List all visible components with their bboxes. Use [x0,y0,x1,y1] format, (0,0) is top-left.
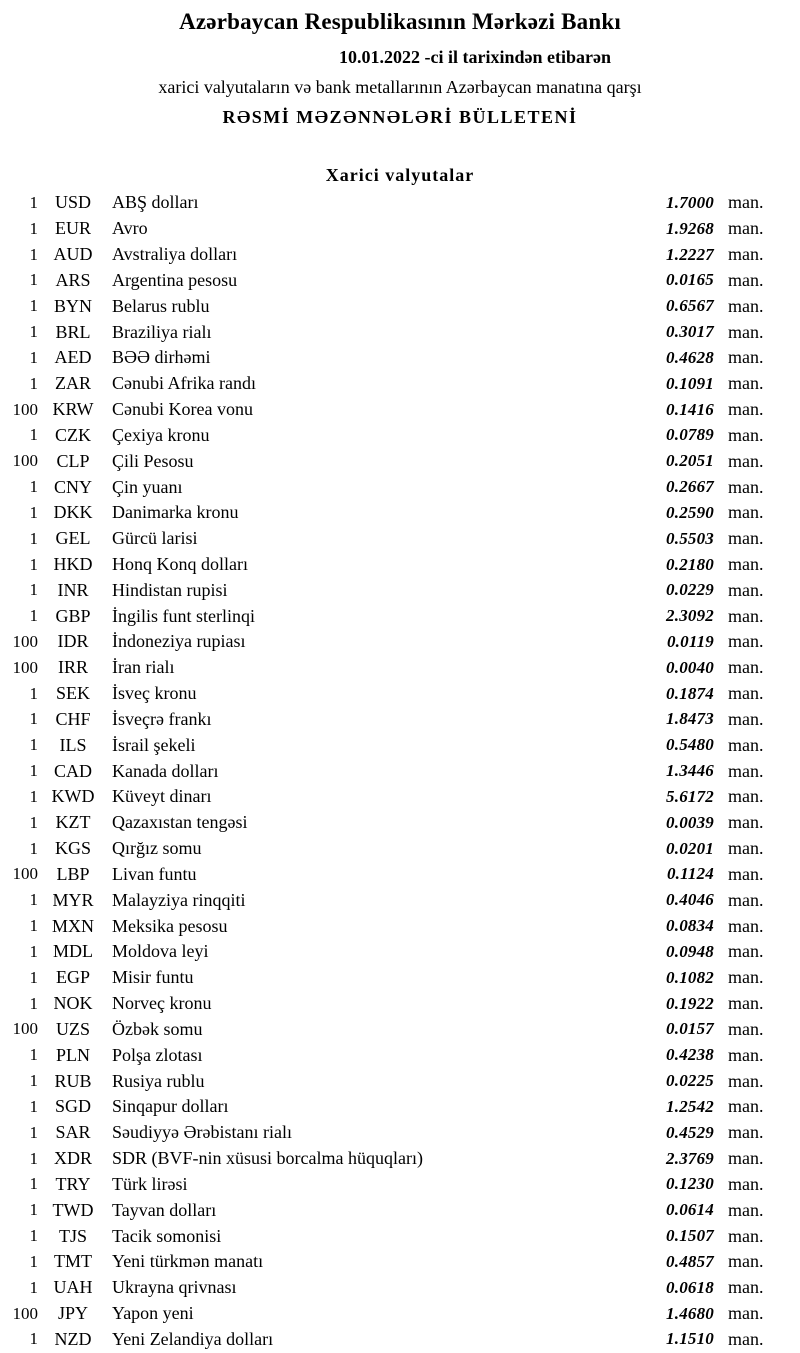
unit-cell: man. [728,1328,764,1349]
rate-row [0,784,800,810]
quantity-cell: 1 [29,812,38,832]
quantity-cell: 100 [12,657,38,677]
quantity-cell: 1 [29,270,38,290]
currency-name-cell: Moldova leyi [112,941,209,962]
quantity-cell: 1 [29,709,38,729]
quantity-cell: 1 [29,528,38,548]
currency-code-cell: TRY [55,1173,91,1194]
rate-row [0,1017,800,1043]
rate-row [0,397,800,423]
rate-value-cell: 0.4857 [666,1251,714,1271]
currency-name-cell: Ukrayna qrivnası [112,1277,237,1298]
quantity-cell: 1 [29,322,38,342]
rate-row [0,1146,800,1172]
currency-name-cell: Argentina pesosu [112,269,238,290]
currency-name-cell: Meksika pesosu [112,915,228,936]
rate-value-cell: 0.2667 [666,477,714,497]
rate-value-cell: 0.0948 [666,941,714,961]
currency-code-cell: NOK [53,993,93,1014]
section-title-foreign-currencies: Xarici valyutalar [325,165,475,185]
unit-cell: man. [728,993,764,1014]
unit-cell: man. [728,295,764,316]
currency-name-cell: Cənubi Afrika randı [112,373,256,394]
quantity-cell: 100 [12,1303,38,1323]
unit-cell: man. [728,192,764,213]
unit-cell: man. [728,399,764,420]
unit-cell: man. [728,1173,764,1194]
rate-row [0,810,800,836]
rate-value-cell: 2.3769 [666,1148,714,1168]
currency-name-cell: Qırğız somu [112,838,202,859]
quantity-cell: 100 [12,399,38,419]
currency-code-cell: CAD [53,760,92,781]
quantity-cell: 100 [12,864,38,884]
unit-cell: man. [728,1277,764,1298]
currency-code-cell: CZK [55,424,91,445]
currency-name-cell: Norveç kronu [112,993,212,1014]
currency-code-cell: NZD [54,1328,92,1349]
currency-name-cell: Braziliya rialı [112,321,212,342]
unit-cell: man. [728,244,764,265]
currency-code-cell: HKD [53,554,93,574]
unit-cell: man. [728,269,764,290]
currency-name-cell: Hindistan rupisi [112,579,228,600]
rate-value-cell: 1.4680 [666,1303,714,1323]
unit-cell: man. [728,502,764,523]
quantity-cell: 1 [29,347,38,367]
currency-name-cell: Yeni Zelandiya dolları [112,1328,274,1349]
quantity-cell: 1 [29,1148,38,1168]
currency-code-cell: CNY [53,476,92,497]
rate-row [0,629,800,655]
currency-name-cell: İsveç kronu [112,683,197,704]
rate-row [0,758,800,784]
currency-name-cell: İngilis funt sterlinqi [112,605,255,626]
rate-row [0,862,800,888]
currency-name-cell: Misir funtu [112,967,194,988]
unit-cell: man. [728,528,764,549]
unit-cell: man. [728,1122,764,1143]
currency-code-cell: MDL [53,941,93,962]
unit-cell: man. [728,1251,764,1272]
quantity-cell: 1 [29,993,38,1013]
unit-cell: man. [728,218,764,239]
rate-row [0,1042,800,1068]
currency-name-cell: Sinqapur dolları [112,1096,229,1117]
unit-cell: man. [728,1018,764,1039]
rate-value-cell: 1.8473 [666,709,714,729]
rate-value-cell: 0.0119 [666,631,714,651]
rate-value-cell: 0.1091 [666,373,714,393]
currency-name-cell: İndoneziya rupiası [112,631,246,652]
rate-row [0,216,800,242]
rate-value-cell: 2.3092 [666,606,714,626]
currency-code-cell: UAH [53,1277,93,1298]
unit-cell: man. [728,579,764,600]
unit-cell: man. [728,1225,764,1246]
unit-cell: man. [728,554,764,574]
quantity-cell: 1 [29,838,38,858]
unit-cell: man. [728,889,764,910]
unit-cell: man. [728,476,764,497]
currency-name-cell: Belarus rublu [112,295,210,316]
quantity-cell: 1 [29,580,38,600]
currency-name-cell: Səudiyyə Ərəbistanı rialı [112,1122,292,1143]
currency-code-cell: GEL [55,528,91,549]
currency-code-cell: USD [54,192,91,213]
unit-cell: man. [728,734,764,755]
rate-row [0,939,800,965]
quantity-cell: 1 [29,425,38,445]
currency-code-cell: INR [57,579,89,600]
bulletin-header [0,6,800,130]
rate-value-cell: 1.3446 [666,761,714,781]
rate-row [0,1120,800,1146]
quantity-cell: 1 [29,218,38,238]
unit-cell: man. [728,1199,764,1220]
currency-code-cell: AUD [53,244,93,265]
currency-name-cell: Gürcü larisi [112,528,198,549]
rate-row [0,991,800,1017]
rate-row [0,603,800,629]
quantity-cell: 1 [29,941,38,961]
quantity-cell: 1 [29,1226,38,1246]
unit-cell: man. [728,657,764,678]
currency-name-cell: Yapon yeni [112,1303,194,1324]
unit-cell: man. [728,1070,764,1091]
currency-code-cell: KWD [51,786,95,807]
rate-value-cell: 0.1507 [666,1226,714,1246]
quantity-cell: 1 [29,1251,38,1271]
rate-row [0,190,800,216]
currency-code-cell: XDR [53,1148,92,1169]
quantity-cell: 1 [29,916,38,936]
rate-value-cell: 0.0789 [666,425,714,445]
quantity-cell: 1 [29,554,38,574]
currency-name-cell: Honq Konq dolları [112,554,248,574]
quantity-cell: 1 [29,1122,38,1142]
currency-code-cell: TWD [52,1199,94,1220]
unit-cell: man. [728,838,764,859]
currency-name-cell: İsveçrə frankı [112,708,212,729]
rate-value-cell: 0.0039 [666,812,714,832]
currency-name-cell: Livan funtu [112,863,197,884]
rate-row [0,448,800,474]
rate-value-cell: 0.0201 [666,838,714,858]
currency-name-cell: İsrail şekeli [112,734,196,755]
unit-cell: man. [728,605,764,626]
currency-name-cell: Polşa zlotası [112,1044,203,1065]
rate-row [0,913,800,939]
currency-name-cell: BƏƏ dirhəmi [112,347,211,368]
rate-row [0,500,800,526]
rate-row [0,1068,800,1094]
unit-cell: man. [728,915,764,936]
currency-code-cell: ARS [55,269,91,290]
rate-value-cell: 0.2051 [666,451,714,471]
bank-name-title: Azərbaycan Respublikasının Mərkəzi Bankı [179,9,621,34]
currency-code-cell: IRR [57,657,88,678]
quantity-cell: 1 [29,683,38,703]
unit-cell: man. [728,786,764,807]
rate-value-cell: 1.7000 [666,192,714,212]
rate-value-cell: 1.2542 [666,1096,714,1116]
rate-row [0,655,800,681]
rate-value-cell: 1.1510 [666,1329,714,1349]
rate-row [0,1094,800,1120]
unit-cell: man. [728,812,764,833]
rate-row [0,1223,800,1249]
rate-row [0,732,800,758]
rate-value-cell: 0.1874 [666,683,714,703]
unit-cell: man. [728,450,764,471]
quantity-cell: 1 [29,1174,38,1194]
quantity-cell: 1 [29,1329,38,1349]
currency-code-cell: MYR [52,889,94,910]
rate-row [0,371,800,397]
currency-name-cell: Yeni türkmən manatı [112,1251,264,1272]
rate-row [0,577,800,603]
currency-code-cell: KGS [54,838,91,859]
unit-cell: man. [728,373,764,394]
currency-code-cell: BYN [53,295,92,316]
currency-code-cell: UZS [55,1018,90,1039]
rate-value-cell: 0.1082 [666,967,714,987]
rate-value-cell: 0.5503 [666,528,714,548]
currency-code-cell: KRW [52,399,94,420]
currency-code-cell: EUR [55,218,91,239]
currency-name-cell: Türk lirəsi [112,1173,188,1194]
rate-row [0,965,800,991]
rate-value-cell: 0.0834 [666,916,714,936]
rate-value-cell: 0.2590 [666,502,714,522]
rate-value-cell: 0.1416 [666,399,714,419]
currency-code-cell: SGD [54,1096,91,1117]
quantity-cell: 100 [12,631,38,651]
bulletin-title: RƏSMİ MƏZƏNNƏLƏRİ BÜLLETENİ [222,107,578,127]
currency-name-cell: Danimarka kronu [112,502,239,523]
rate-row [0,267,800,293]
rate-row [0,1171,800,1197]
currency-code-cell: ZAR [55,373,91,394]
currency-code-cell: BRL [55,321,91,342]
rate-value-cell: 0.4238 [666,1045,714,1065]
unit-cell: man. [728,760,764,781]
currency-name-cell: Çexiya kronu [112,424,210,445]
currency-code-cell: RUB [54,1070,92,1091]
rate-value-cell: 0.4529 [666,1122,714,1142]
currency-code-cell: TMT [54,1251,92,1272]
currency-name-cell: Qazaxıstan tengəsi [112,812,248,833]
quantity-cell: 1 [29,606,38,626]
rate-row [0,345,800,371]
quantity-cell: 1 [29,192,38,212]
quantity-cell: 1 [29,1045,38,1065]
unit-cell: man. [728,321,764,342]
rate-row [0,1197,800,1223]
unit-cell: man. [728,1148,764,1169]
currency-name-cell: SDR (BVF-nin xüsusi borcalma hüquqları) [112,1148,423,1169]
rate-row [0,1326,800,1352]
currency-code-cell: GBP [55,605,91,626]
rate-value-cell: 0.6567 [666,296,714,316]
currency-code-cell: LBP [56,863,90,884]
currency-name-cell: Kanada dolları [112,760,219,781]
currency-name-cell: Küveyt dinarı [112,786,212,807]
currency-code-cell: JPY [57,1303,88,1324]
rate-value-cell: 0.0229 [666,580,714,600]
rate-row [0,422,800,448]
rate-row [0,293,800,319]
quantity-cell: 100 [12,451,38,471]
currency-code-cell: TJS [58,1225,87,1246]
rate-row [0,474,800,500]
rate-row [0,1275,800,1301]
quantity-cell: 1 [29,477,38,497]
unit-cell: man. [728,347,764,368]
quantity-cell: 1 [29,1096,38,1116]
currency-code-cell: SEK [55,683,90,704]
currency-name-cell: Cənubi Korea vonu [112,399,253,420]
rate-value-cell: 0.0618 [666,1277,714,1297]
currency-name-cell: İran rialı [112,657,175,678]
rate-value-cell: 1.9268 [666,218,714,238]
rate-value-cell: 0.1230 [666,1174,714,1194]
unit-cell: man. [728,1096,764,1117]
currency-code-cell: EGP [55,967,90,988]
rate-row [0,681,800,707]
unit-cell: man. [728,941,764,962]
currency-name-cell: Rusiya rublu [112,1070,205,1091]
rate-value-cell: 0.1124 [666,864,714,884]
currency-code-cell: MXN [51,915,94,936]
currency-code-cell: IDR [57,631,89,652]
rate-value-cell: 0.0040 [666,657,714,677]
quantity-cell: 1 [29,1071,38,1091]
currency-name-cell: Avro [112,218,148,239]
effective-date-line: 10.01.2022 -ci il tarixindən etibarən [339,47,611,67]
rate-row [0,552,800,578]
unit-cell: man. [728,1303,764,1324]
rate-row [0,526,800,552]
rate-row [0,1249,800,1275]
unit-cell: man. [728,631,764,652]
rates-table [0,190,800,1352]
currency-code-cell: DKK [53,502,93,523]
currency-name-cell: ABŞ dolları [112,192,199,213]
unit-cell: man. [728,683,764,704]
rate-value-cell: 0.3017 [666,322,714,342]
currency-name-cell: Tayvan dolları [112,1199,217,1220]
currency-name-cell: Çin yuanı [112,476,183,497]
currency-code-cell: CHF [55,708,91,729]
unit-cell: man. [728,967,764,988]
rate-value-cell: 0.0165 [666,270,714,290]
rate-value-cell: 0.4046 [666,890,714,910]
currency-code-cell: AED [54,347,92,368]
quantity-cell: 100 [12,1019,38,1039]
currency-code-cell: CLP [56,450,90,471]
currency-name-cell: Çili Pesosu [112,450,194,471]
currency-code-cell: PLN [55,1044,90,1065]
currency-name-cell: Malayziya rinqqiti [112,889,246,910]
rate-value-cell: 0.5480 [666,735,714,755]
rate-value-cell: 0.2180 [666,554,714,574]
quantity-cell: 1 [29,373,38,393]
currency-code-cell: SAR [55,1122,91,1143]
quantity-cell: 1 [29,1277,38,1297]
rate-row [0,707,800,733]
currency-code-cell: ILS [59,734,87,755]
quantity-cell: 1 [29,735,38,755]
subtitle-line: xarici valyutaların və bank metallarının Azərbaycan manatına qarşı [158,77,642,97]
quantity-cell: 1 [29,967,38,987]
rate-row [0,1301,800,1327]
rate-row [0,887,800,913]
quantity-cell: 1 [29,761,38,781]
rate-value-cell: 0.0157 [666,1019,714,1039]
quantity-cell: 1 [29,244,38,264]
rate-row [0,242,800,268]
rate-value-cell: 5.6172 [666,786,714,806]
quantity-cell: 1 [29,890,38,910]
currency-name-cell: Avstraliya dolları [112,244,238,265]
rate-value-cell: 1.2227 [666,244,714,264]
rate-row [0,836,800,862]
unit-cell: man. [728,863,764,884]
quantity-cell: 1 [29,1200,38,1220]
currency-name-cell: Tacik somonisi [112,1225,222,1246]
unit-cell: man. [728,1044,764,1065]
quantity-cell: 1 [29,502,38,522]
rate-value-cell: 0.4628 [666,347,714,367]
unit-cell: man. [728,708,764,729]
unit-cell: man. [728,424,764,445]
quantity-cell: 1 [29,296,38,316]
rate-value-cell: 0.0614 [666,1200,714,1220]
rate-value-cell: 0.0225 [666,1071,714,1091]
quantity-cell: 1 [29,786,38,806]
currency-code-cell: KZT [55,812,91,833]
rate-row [0,319,800,345]
rate-value-cell: 0.1922 [666,993,714,1013]
currency-name-cell: Özbək somu [112,1018,203,1039]
